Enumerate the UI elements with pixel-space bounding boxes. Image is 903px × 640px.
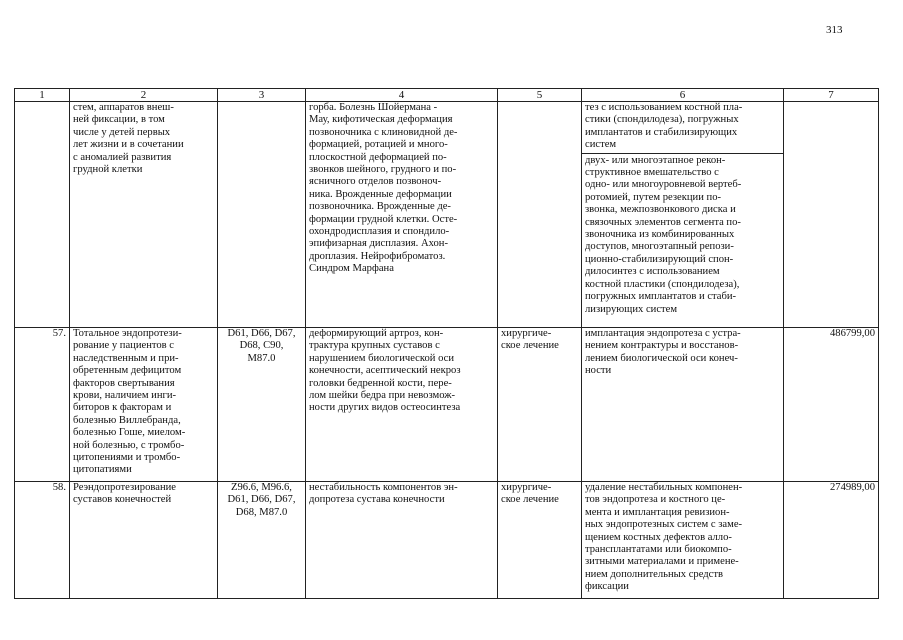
text-line: структивное вмешательство с <box>585 167 719 179</box>
text-line: D61, D66, D67, <box>227 328 296 339</box>
text-line: D68, M87.0 <box>235 506 288 518</box>
text-line: трактура крупных суставов с <box>309 340 440 352</box>
text-line: формацией, ротацией и много- <box>309 139 448 151</box>
text-line: ясничного отделов позвоноч- <box>309 176 442 188</box>
row-number: 58. <box>15 482 70 599</box>
text-line: систем <box>585 139 617 151</box>
icd-codes-cell <box>218 482 306 599</box>
treatment-method-cell <box>582 328 784 482</box>
text-line: стики (спондилодеза), погружных <box>585 114 739 126</box>
cost-cell: 486799,00 <box>784 328 879 482</box>
text-line: формации грудной клетки. Осте- <box>309 213 458 225</box>
text-line: плоскостной деформацией по- <box>309 151 447 163</box>
medical-care-table <box>14 88 879 599</box>
text-line: звонков шейного, грудного и по- <box>309 164 457 176</box>
text-line: лом шейки бедра при невозмож- <box>309 390 456 402</box>
header-col-2: 2 <box>70 89 218 102</box>
text-line: двух- или многоэтапное рекон- <box>585 154 726 166</box>
text-line: цитопатиями <box>73 464 132 476</box>
text-line: дилосинтез с использованием <box>585 266 720 278</box>
icd-codes-cell <box>218 328 306 482</box>
text-line: факторов свертывания <box>73 377 175 389</box>
text-line: рование у пациентов с <box>73 340 175 352</box>
text-line: дроплазия. Нейрофиброматоз. <box>309 250 446 262</box>
text-line: Z96.6, M96.6, <box>231 482 292 493</box>
continuation-row <box>15 102 879 328</box>
text-line: ника. Врожденные деформации <box>309 188 452 200</box>
text-line: ной болезнью, с тромбо- <box>73 439 185 451</box>
header-col-1: 1 <box>15 89 70 102</box>
text-line: наследственным и при- <box>73 352 179 364</box>
text-line: Тотальное эндопротези- <box>73 328 182 339</box>
cont-treatment-cell <box>498 102 582 328</box>
text-line: числе у детей первых <box>73 126 171 138</box>
text-line: горба. Болезнь Шойермана - <box>309 102 438 113</box>
text-line: мента и имплантация ревизион- <box>585 506 730 518</box>
header-col-5: 5 <box>498 89 582 102</box>
text-line: болезнью Виллебранда, <box>73 414 181 426</box>
cont-model-cell <box>306 102 498 328</box>
cont-codes-cell <box>218 102 306 328</box>
treatment-type-cell <box>498 328 582 482</box>
page-number: 313 <box>826 24 843 36</box>
text-line: фиксации <box>585 581 629 593</box>
text-line: звоночника из комбинированных <box>585 229 735 241</box>
text-line: тов эндопротеза и костного це- <box>585 494 726 506</box>
text-line: охондродисплазия и спондило- <box>309 226 450 238</box>
text-line: лет жизни и в сочетании <box>73 139 184 151</box>
text-line: ности <box>585 365 612 377</box>
text-line: ротомией, путем резекции по- <box>585 191 722 203</box>
cont-method-cell <box>582 102 784 328</box>
text-line: стем, аппаратов внеш- <box>73 102 174 113</box>
cont-cost-cell <box>784 102 879 328</box>
text-line: ности других видов остеосинтеза <box>309 402 461 414</box>
text-line: Синдром Марфана <box>309 263 394 275</box>
cont-method-part-1 <box>585 102 780 153</box>
text-line: нестабильность компонентов эн- <box>309 482 458 493</box>
text-line: головки бедренной кости, пере- <box>309 377 452 389</box>
text-line: Реэндопротезирование <box>73 482 176 493</box>
text-line: связочных элементов сегмента по- <box>585 216 741 228</box>
text-line: тез с использованием костной пла- <box>585 102 743 113</box>
text-line: имплантация эндопротеза с устра- <box>585 328 741 339</box>
treatment-method-cell <box>582 482 784 599</box>
header-col-3: 3 <box>218 89 306 102</box>
text-line: допротеза сустава конечности <box>309 494 445 506</box>
service-name-cell <box>70 482 218 599</box>
text-line: с аномалией развития <box>73 151 172 163</box>
header-col-4: 4 <box>306 89 498 102</box>
text-line: имплантатов и стабилизирующих <box>585 126 738 138</box>
text-line: ней фиксации, в том <box>73 114 165 126</box>
text-line: конечности, асептический некроз <box>309 365 461 377</box>
text-line: нарушением биологической оси <box>309 352 455 364</box>
treatment-type-cell <box>498 482 582 599</box>
text-line: нием дополнительных средств <box>585 568 723 580</box>
text-line: D68, C90, <box>239 340 284 352</box>
text-line: доступов, многоэтапный репози- <box>585 241 734 253</box>
text-line: крови, наличием инги- <box>73 390 177 402</box>
text-line: ское лечение <box>501 340 559 352</box>
text-line: ных эндопротезных систем с заме- <box>585 519 743 531</box>
table-row-58 <box>15 482 879 599</box>
text-line: ционно-стабилизирующий спон- <box>585 253 734 265</box>
text-line: эпифизарная дисплазия. Ахон- <box>309 238 448 250</box>
text-line: нением контрактуры и восстанов- <box>585 340 739 352</box>
header-col-7: 7 <box>784 89 879 102</box>
service-name-cell <box>70 328 218 482</box>
text-line: звонка, межпозвонкового диска и <box>585 204 736 216</box>
cont-num-cell <box>15 102 70 328</box>
text-line: грудной клетки <box>73 164 143 176</box>
cont-method-part-2 <box>582 153 783 316</box>
table-row-57 <box>15 328 879 482</box>
text-line: болезнью Гоше, миелом- <box>73 427 186 439</box>
text-line: Мау, кифотическая деформация <box>309 114 453 126</box>
text-line: хирургиче- <box>501 482 552 493</box>
row-number: 57. <box>15 328 70 482</box>
text-line: M87.0 <box>247 352 276 364</box>
text-line: одно- или многоуровневой вертеб- <box>585 179 742 191</box>
column-number-header-row <box>15 89 879 102</box>
patient-model-cell <box>306 482 498 599</box>
text-line: удаление нестабильных компонен- <box>585 482 743 493</box>
text-line: деформирующий артроз, кон- <box>309 328 444 339</box>
text-line: позвоночника с клиновидной де- <box>309 126 458 138</box>
text-line: суставов конечностей <box>73 494 172 506</box>
cost-cell: 274989,00 <box>784 482 879 599</box>
text-line: погружных имплантатов и стаби- <box>585 291 737 303</box>
text-line: D61, D66, D67, <box>227 494 296 506</box>
text-line: ское лечение <box>501 494 559 506</box>
text-line: трансплантатами или биокомпо- <box>585 544 732 556</box>
text-line: хирургиче- <box>501 328 552 339</box>
text-line: лением биологической оси конеч- <box>585 352 738 364</box>
cont-name-cell <box>70 102 218 328</box>
header-col-6: 6 <box>582 89 784 102</box>
text-line: зитными материалами и примене- <box>585 556 739 568</box>
text-line: биторов к факторам и <box>73 402 172 414</box>
text-line: лизирующих систем <box>585 303 678 315</box>
text-line: позвоночника. Врожденные де- <box>309 201 451 213</box>
text-line: цитопениями и тромбо- <box>73 452 181 464</box>
text-line: костной пластики (спондилодеза), <box>585 278 740 290</box>
text-line: щением костных дефектов алло- <box>585 531 732 543</box>
patient-model-cell <box>306 328 498 482</box>
text-line: обретенным дефицитом <box>73 365 182 377</box>
